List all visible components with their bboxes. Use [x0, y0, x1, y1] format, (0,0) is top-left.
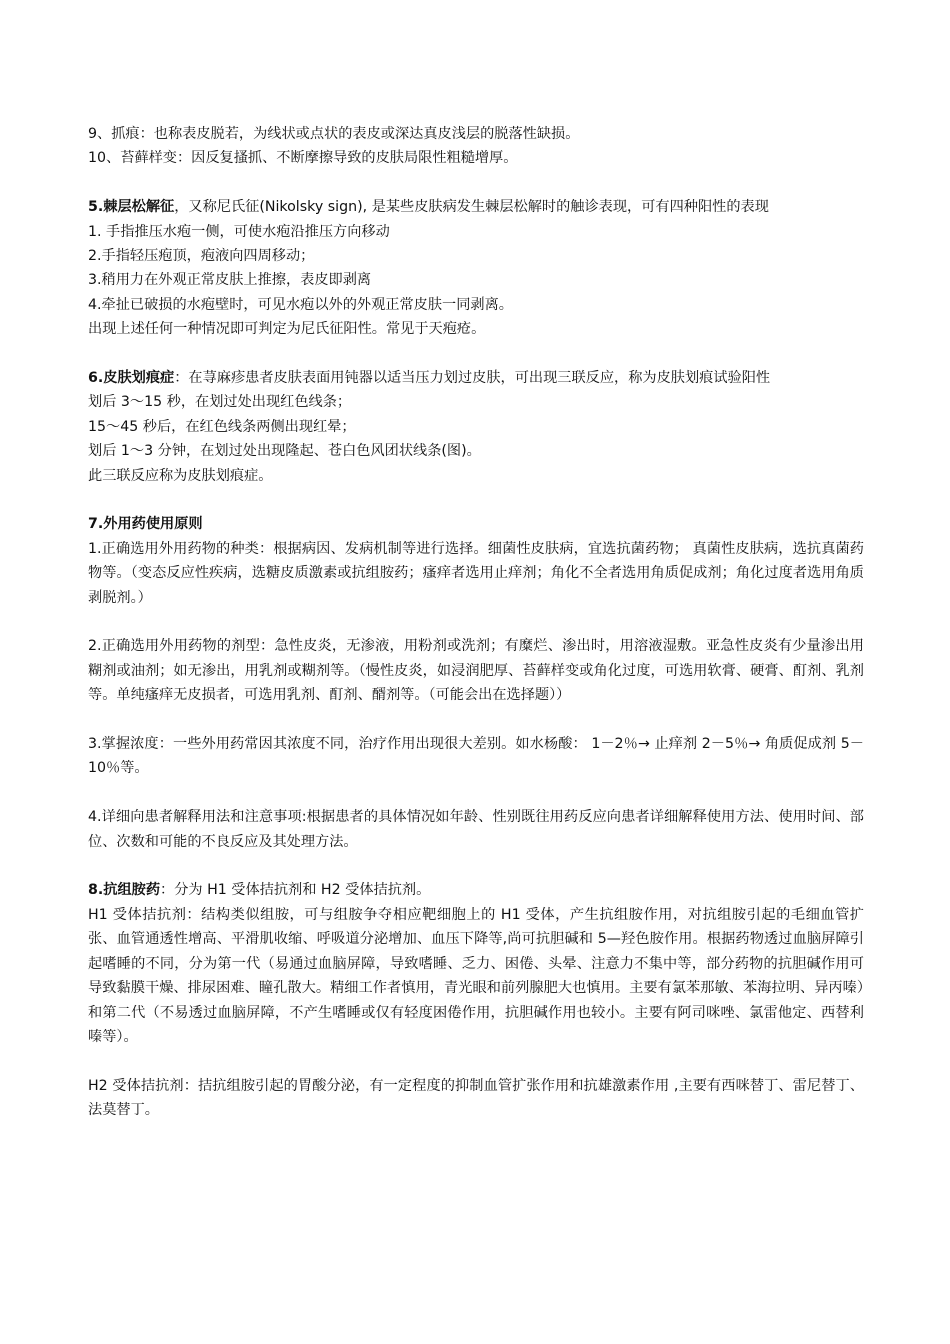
text-line: 4.牵扯已破损的水疱壁时，可见水疱以外的外观正常皮肤一同剥离。 — [88, 296, 513, 313]
text-line: 3.稍用力在外观正常皮肤上推擦，表皮即剥离 — [88, 272, 372, 289]
text-line: 此三联反应称为皮肤划痕症。 — [88, 467, 273, 484]
paragraph-gap — [88, 708, 864, 732]
paragraph: H2 受体拮抗剂：拮抗组胺引起的胃酸分泌，有一定程度的抑制血管扩张作用和抗雄激素作用 ,主要有西咪替丁、雷尼替丁、法莫替丁。 — [88, 1077, 864, 1119]
paragraph: H1 受体拮抗剂：结构类似组胺，可与组胺争夺相应靶细胞上的 H1 受体，产生抗组胺作用，对抗组胺引起的毛细血管扩张、血管通透性增高、平滑肌收缩、呼吸道分泌增加、血压下降等,尚可抗胆碱和 5—羟色胺作用。根据药物透过血脑屏障引起嗜睡的不同，分为第一代（易通过血脑屏障，导致嗜睡、乏力、困倦、头晕、注意力不集中等，部分药物的抗胆碱作用可导致黏膜干燥、排尿困难、瞳孔散大。精细工作者慎用，青光眼和前列腺肥大也慎用。主要有氯苯那敏、苯海拉明、异丙嗪）和第二代（不易透过血脑屏障，不产生嗜睡或仅有轻度困倦作用，抗胆碱作用也较小。主要有阿司咪唑、氯雷他定、西替利嗪等）。 — [88, 906, 864, 1045]
text-line: 9、抓痕：也称表皮脱若，为线状或点状的表皮或深达真皮浅层的脱落性缺损。 — [88, 126, 580, 142]
section-7-heading-line — [88, 512, 864, 536]
section-5-heading-line — [88, 195, 864, 219]
paragraph-gap — [88, 781, 864, 805]
text-line: 1. 手指推压水疱一侧，可使水疱沿推压方向移动 — [88, 223, 390, 240]
text-line: 10、苔藓样变：因反复搔抓、不断摩擦导致的皮肤局限性粗糙增厚。 — [88, 150, 518, 167]
section-heading-text: ，又称尼氏征(Nikolsky sign), 是某些皮肤病发生棘层松解时的触诊表现，可有四种阳性的表现 — [174, 199, 769, 216]
section-heading: 7.外用药使用原则 — [88, 516, 203, 533]
paragraph: 3.掌握浓度：一些外用药常因其浓度不同，治疗作用出现很大差别。如水杨酸： 1－2％→ 止痒剂 2－5％→ 角质促成剂 5－10％等。 — [88, 736, 864, 777]
paragraph-gap — [88, 854, 864, 878]
paragraph-gap — [88, 610, 864, 634]
section-6-heading-line — [88, 366, 864, 390]
document-page — [88, 122, 864, 1123]
paragraph-gap — [88, 342, 864, 366]
section-heading-text: ：在荨麻疹患者皮肤表面用钝器以适当压力划过皮肤，可出现三联反应，称为皮肤划痕试验阳性 — [174, 370, 771, 387]
text-line: 15～45 秒后，在红色线条两侧出现红晕； — [88, 418, 356, 435]
section-heading-text: ：分为 H1 受体拮抗剂和 H2 受体拮抗剂。 — [160, 882, 431, 899]
paragraph-gap — [88, 1049, 864, 1073]
section-heading: 5.棘层松解征 — [88, 199, 175, 216]
paragraph-gap — [88, 488, 864, 512]
text-line: 2.手指轻压疱顶，疱液向四周移动； — [88, 248, 315, 265]
paragraph: 4.详细向患者解释用法和注意事项:根据患者的具体情况如年龄、性别既往用药反应向患者详细解释使用方法、使用时间、部位、次数和可能的不良反应及其处理方法。 — [88, 809, 864, 850]
section-8-heading-line — [88, 878, 864, 902]
text-line: 划后 3～15 秒，在划过处出现红色线条； — [88, 394, 352, 411]
paragraph-gap — [88, 171, 864, 195]
section-heading: 6.皮肤划痕症 — [88, 370, 175, 387]
section-heading: 8.抗组胺药 — [88, 882, 161, 899]
paragraph: 2.正确选用外用药物的剂型：急性皮炎，无渗液，用粉剂或洗剂；有糜烂、渗出时，用溶液湿敷。亚急性皮炎有少量渗出用糊剂或油剂；如无渗出，用乳剂或糊剂等。（慢性皮炎，如浸润肥厚、苔藓样变或角化过度，可选用软膏、硬膏、酊剂、乳剂等。单纯瘙痒无皮损者，可选用乳剂、酊剂、醑剂等。（可能会出在选择题）） — [88, 638, 864, 704]
text-line: 出现上述任何一种情况即可判定为尼氏征阳性。常见于天疱疮。 — [88, 321, 486, 338]
text-line: 划后 1～3 分钟，在划过处出现隆起、苍白色风团状线条(图)。 — [88, 443, 481, 460]
paragraph: 1.正确选用外用药物的种类：根据病因、发病机制等进行选择。细菌性皮肤病，宜选抗菌药物； 真菌性皮肤病，选抗真菌药物等。（变态反应性疾病，选糖皮质激素或抗组胺药；瘙痒者选用止痒剂；角化不全者选用角质促成剂；角化过度者选用角质剥脱剂。） — [88, 540, 864, 606]
